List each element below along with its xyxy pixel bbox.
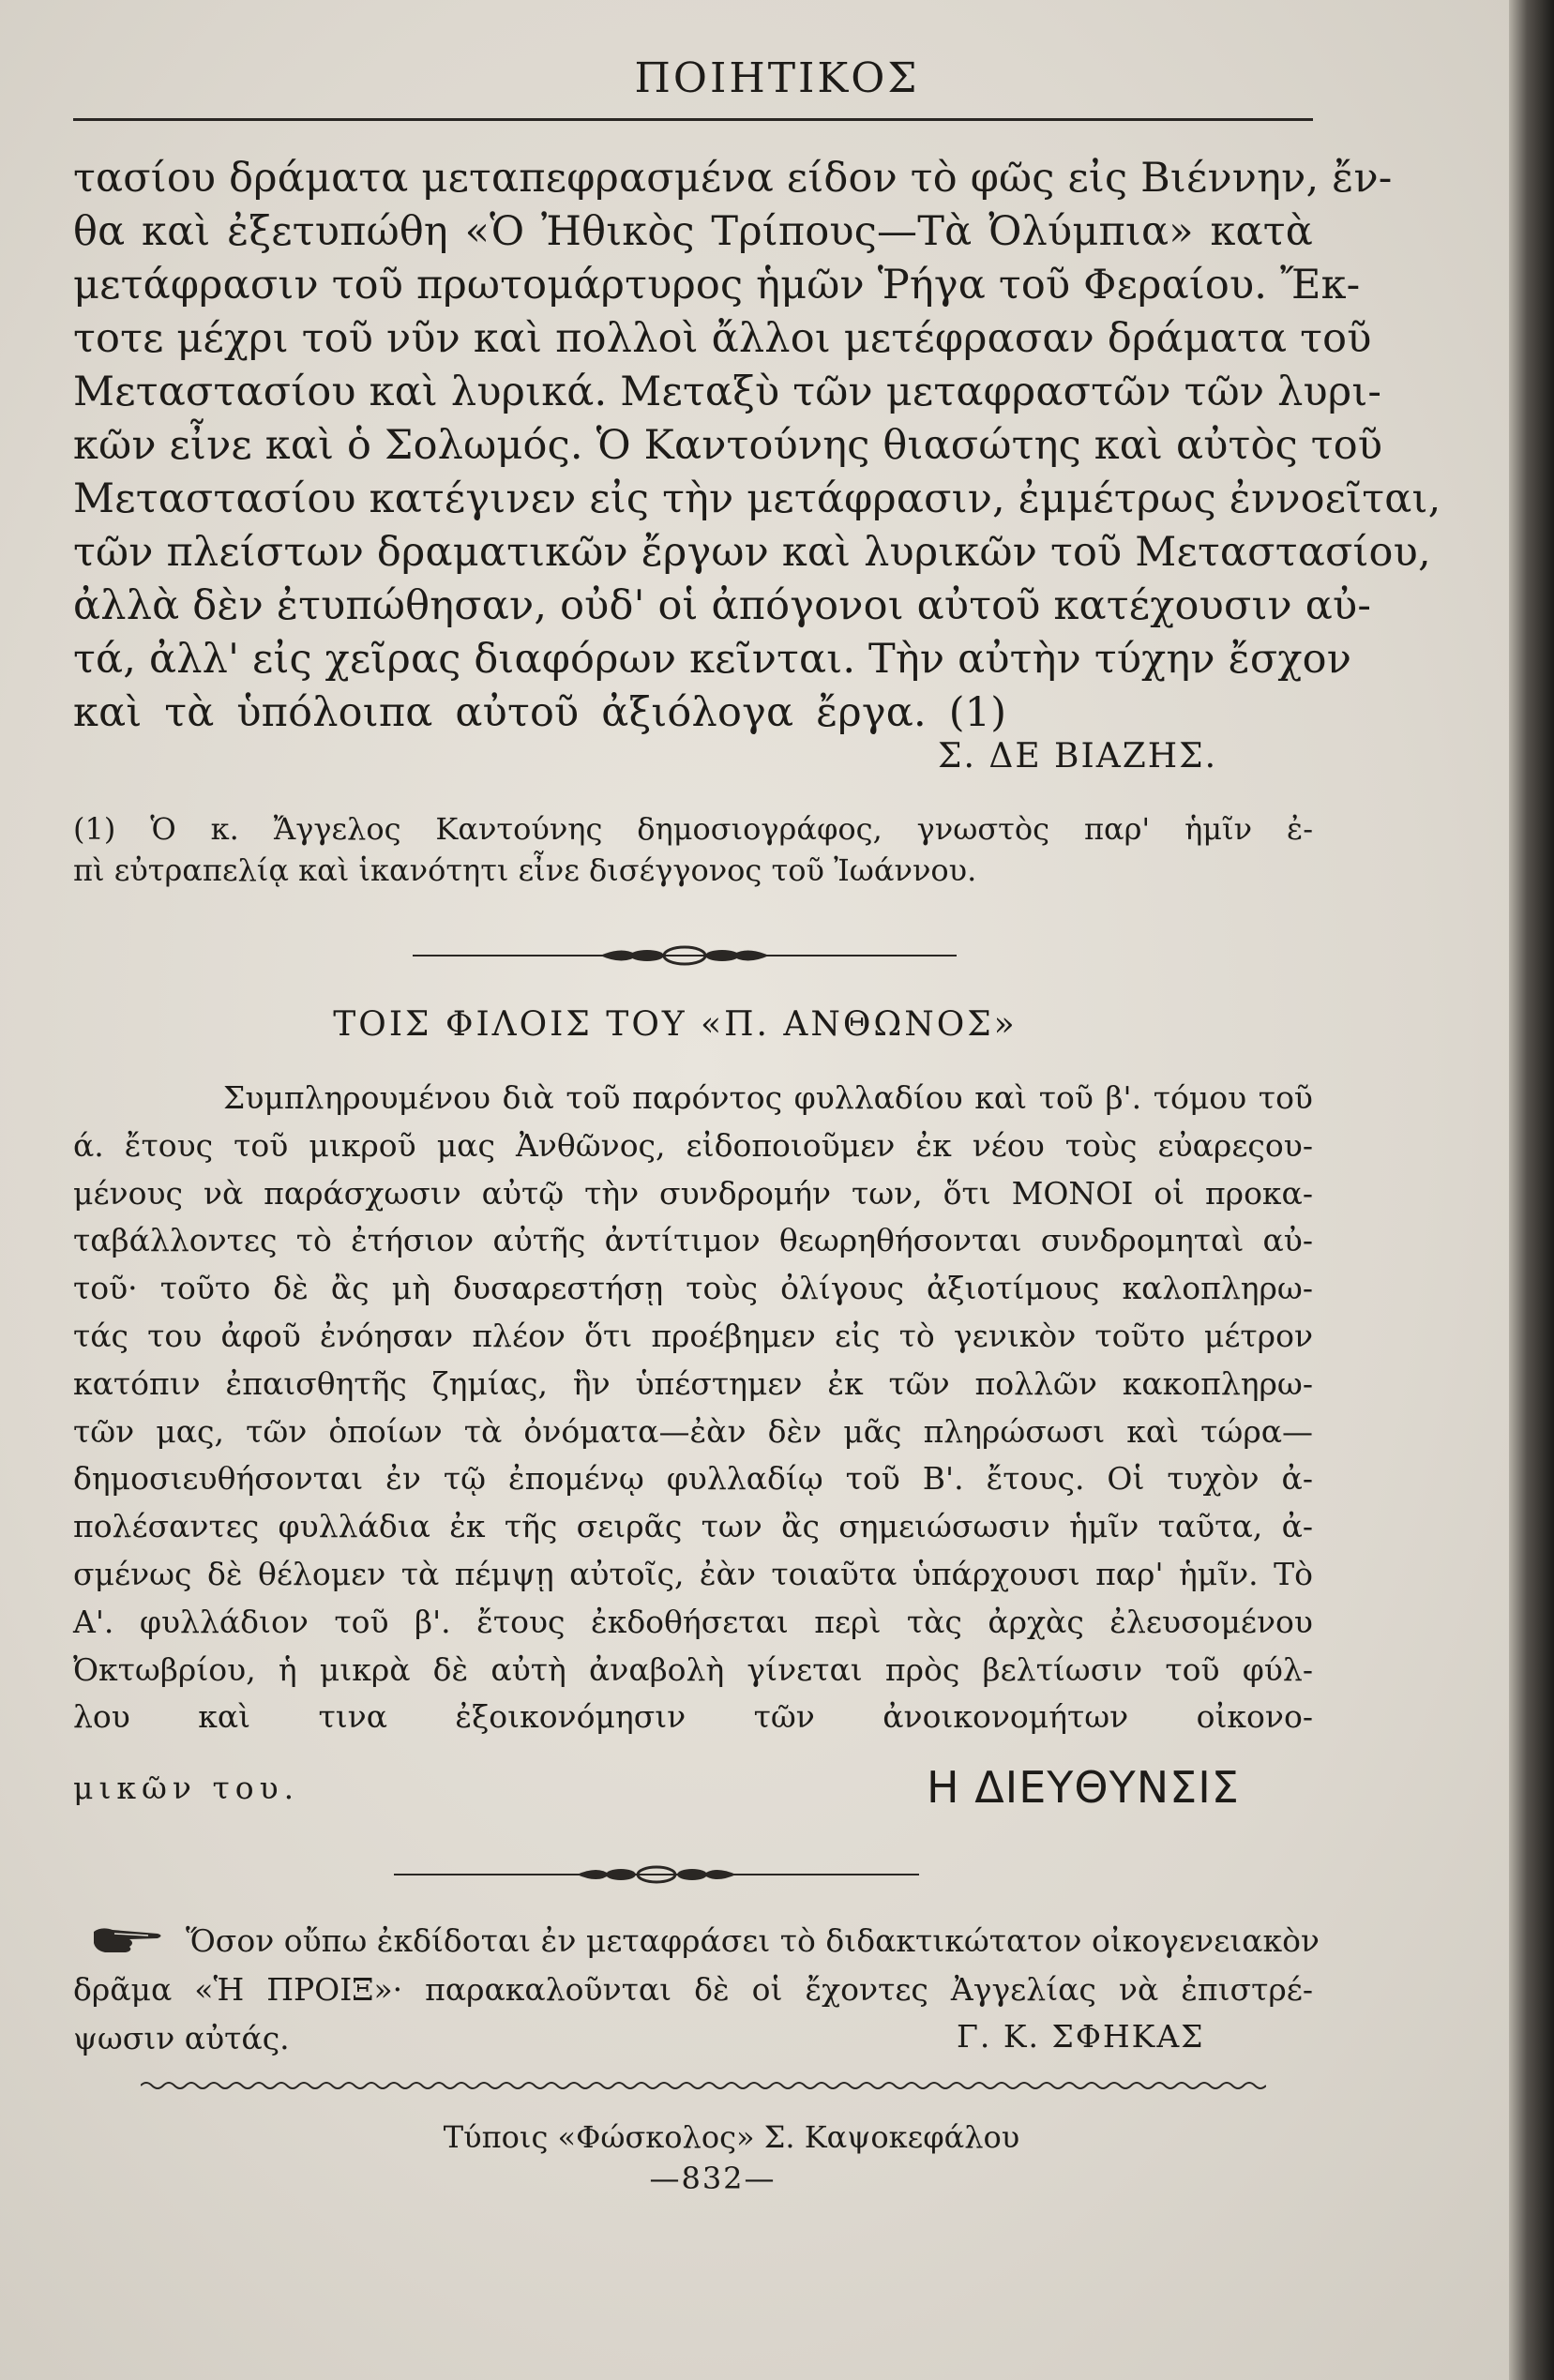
announcement-line: δρᾶμα «Ἡ ΠΡΟΙΞ»· παρακαλοῦνται δὲ οἱ ἔχοντες Ἀγγελίας νὰ ἐπιστρέ- — [73, 1971, 1313, 2008]
article-line: καὶ τὰ ὑπόλοιπα αὐτοῦ ἀξιόλογα ἔργα. (1) — [73, 689, 1007, 736]
notice-heading: ΤΟΙΣ ΦΙΛΟΙΣ ΤΟΥ «Π. ΑΝΘΩΝΟΣ» — [333, 1005, 1018, 1044]
announcement-signature: Γ. Κ. ΣΦΗΚΑΣ — [957, 2018, 1205, 2055]
notice-last-word: μικῶν του. — [73, 1770, 300, 1806]
notice-line: Ὀκτωβρίου, ἡ μικρὰ δὲ αὐτὴ ἀναβολὴ γίνεται πρὸς βελτίωσιν τοῦ φύλ- — [73, 1650, 1313, 1688]
notice-line: κατόπιν ἐπαισθητῆς ζημίας, ἣν ὑπέστημεν ἐκ τῶν πολλῶν κακοπληρω- — [73, 1364, 1313, 1402]
notice-line: ταβάλλοντες τὸ ἐτήσιον αὐτῆς ἀντίτιμον θεωρηθήσονται συνδρομηταὶ αὐ- — [73, 1222, 1313, 1259]
notice-line: δημοσιευθήσονται ἐν τῷ ἐπομένῳ φυλλαδίῳ τοῦ Β'. ἔτους. Οἱ τυχὸν ἀ- — [73, 1460, 1313, 1498]
article-line: τοτε μέχρι τοῦ νῦν καὶ πολλοὶ ἄλλοι μετέφρασαν δράματα τοῦ — [73, 315, 1372, 362]
ornament-divider — [394, 1860, 919, 1889]
article-signature: Σ. ΔΕ ΒΙΑΖΗΣ. — [938, 737, 1218, 776]
notice-line: ά. ἔτους τοῦ μικροῦ μας Ἀνθῶνος, εἰδοποιοῦμεν ἐκ νέου τοὺς εὐαρεςου- — [73, 1126, 1313, 1164]
book-spine — [1509, 0, 1554, 2380]
running-header: ΠΟΙΗΤΙΚΟΣ — [634, 54, 920, 102]
notice-signature: Η ΔΙΕΥΘΥΝΣΙΣ — [927, 1762, 1240, 1813]
footnote-line: πὶ εὐτραπελίᾳ καὶ ἱκανότητι εἶνε δισέγγονος τοῦ Ἰωάννου. — [73, 852, 977, 888]
printer-imprint: Τύποις «Φώσκολος» Σ. Καψοκεφάλου — [443, 2119, 1020, 2155]
notice-line: τάς του ἀφοῦ ἐνόησαν πλέον ὅτι προέβημεν εἰς τὸ γενικὸν τοῦτο μέτρον — [73, 1317, 1313, 1354]
article-line: τά, ἀλλ' εἰς χεῖρας διαφόρων κεῖνται. Τὴν αὐτὴν τύχην ἔσχον — [73, 636, 1352, 683]
notice-line: πολέσαντες φυλλάδια ἐκ τῆς σειρᾶς των ἂς σημειώσωσιν ἡμῖν ταῦτα, ἀ- — [73, 1508, 1313, 1545]
wavy-rule — [141, 2078, 1266, 2093]
notice-closing-line — [73, 1762, 1313, 1818]
article-line: μετάφρασιν τοῦ πρωτομάρτυρος ἡμῶν Ῥήγα τοῦ Φεραίου. Ἔκ- — [73, 262, 1361, 309]
notice-body — [73, 1075, 1313, 1741]
notice-line: λου καὶ τινα ἐξοικονόμησιν τῶν ἀνοικονομήτων οἰκονο- — [73, 1698, 1313, 1736]
notice-line: Συμπληρουμένου διὰ τοῦ παρόντος φυλλαδίου καὶ τοῦ β'. τόμου τοῦ — [223, 1079, 1313, 1116]
article-line: τῶν πλείστων δραματικῶν ἔργων καὶ λυρικῶν τοῦ Μεταστασίου, — [73, 529, 1431, 576]
notice-line: μένους νὰ παράσχωσιν αὐτῷ τὴν συνδρομήν των, ὅτι ΜΟΝΟΙ οἱ προκα- — [73, 1174, 1313, 1212]
notice-line: σμένως δὲ θέλομεν τὰ πέμψῃ αὐτοῖς, ἐὰν τοιαῦτα ὑπάρχουσι παρ' ἡμῖν. Τὸ — [73, 1555, 1313, 1592]
article-line: Μεταστασίου καὶ λυρικά. Μεταξὺ τῶν μεταφραστῶν τῶν λυρι- — [73, 369, 1382, 415]
notice-line: Α'. φυλλάδιον τοῦ β'. ἔτους ἐκδοθήσεται περὶ τὰς ἀρχὰς ἐλευσομένου — [73, 1603, 1313, 1640]
announcement-line: Ὅσον οὔπω ἐκδίδοται ἐν μεταφράσει τὸ διδακτικώτατον οἰκογενειακὸν — [186, 1922, 1320, 1959]
article-line: Μεταστασίου κατέγινεν εἰς τὴν μετάφρασιν, ἐμμέτρως ἐννοεῖται, — [73, 475, 1441, 522]
footnote — [73, 808, 1313, 891]
notice-line: τοῦ· τοῦτο δὲ ἂς μὴ δυσαρεστήσῃ τοὺς ὀλίγους ἀξιοτίμους καλοπληρω- — [73, 1270, 1313, 1307]
footnote-line: (1) Ὁ κ. Ἄγγελος Καντούνης δημοσιογράφος, γνωστὸς παρ' ἡμῖν ἐ- — [73, 811, 1313, 847]
ornament-divider — [413, 941, 957, 970]
header-rule — [73, 118, 1313, 121]
announcement-line: ψωσιν αὐτάς. — [73, 2020, 290, 2056]
notice-line: τῶν μας, τῶν ὁποίων τὰ ὀνόματα—ἐὰν δὲν μᾶς πληρώσωσι καὶ τώρα— — [73, 1412, 1313, 1450]
article-line: θα καὶ ἐξετυπώθη «Ὁ Ἠθικὸς Τρίπους—Τὰ Ὀλύμπια» κατὰ — [73, 208, 1313, 255]
page-number: —832— — [649, 2161, 777, 2196]
article-body — [73, 152, 1441, 740]
article-line: ἀλλὰ δὲν ἐτυπώθησαν, οὐδ' οἱ ἀπόγονοι αὐτοῦ κατέχουσιν αὐ- — [73, 582, 1372, 629]
article-line: κῶν εἶνε καὶ ὁ Σολωμός. Ὁ Καντούνης θιασώτης καὶ αὐτὸς τοῦ — [73, 422, 1383, 469]
article-line: τασίου δράματα μεταπεφρασμένα είδον τὸ φῶς εἰς Βιέννην, ἔν- — [73, 155, 1393, 202]
